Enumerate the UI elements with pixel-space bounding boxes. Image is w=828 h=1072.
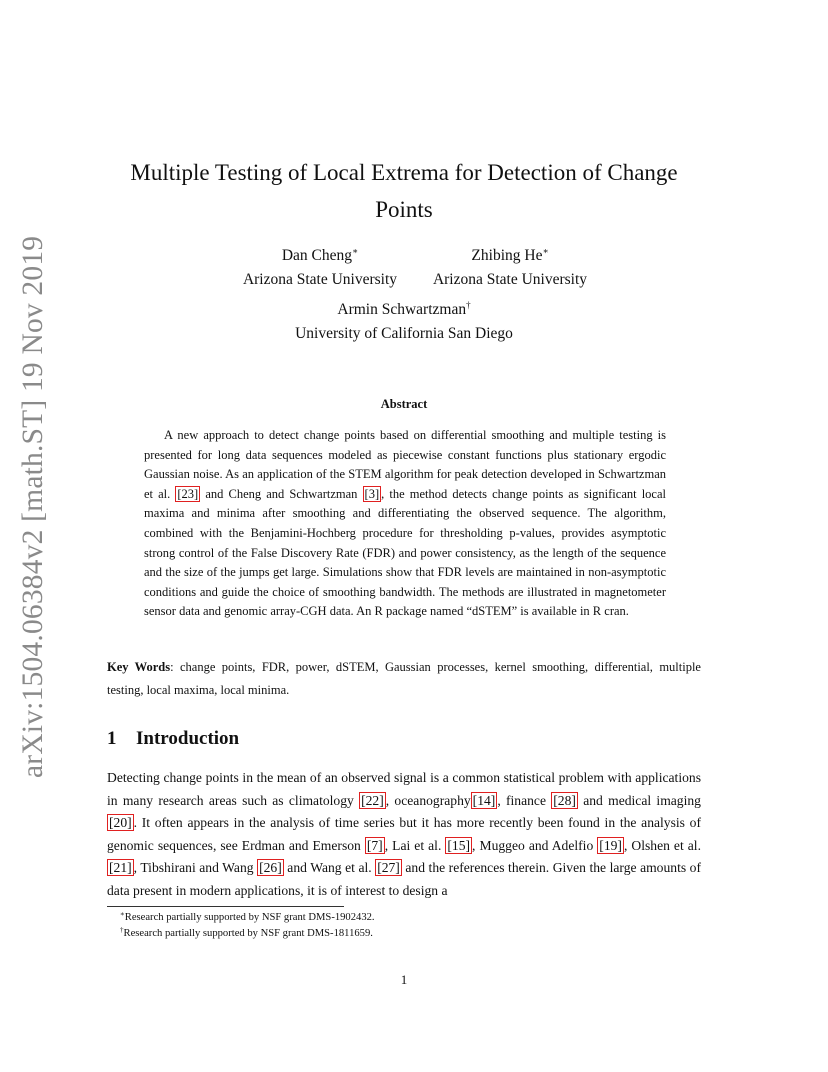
- author-block: [244, 298, 564, 346]
- citation-link[interactable]: [27]: [377, 860, 400, 875]
- intro-text: , Muggeo and Adelfio: [472, 837, 598, 853]
- section-number: 1: [107, 728, 117, 749]
- footnotes: [120, 910, 375, 942]
- paper-title: Multiple Testing of Local Extrema for Detection of Change Points: [130, 160, 678, 222]
- intro-text: Detecting change points in the mean of an observed signal is a common statistical problem with applications in many research areas such as climatology: [107, 770, 701, 808]
- footnote-rule: [107, 906, 344, 907]
- section-title: Introduction: [136, 728, 240, 749]
- abstract-paragraph: [144, 426, 666, 622]
- intro-text: , Lai et al.: [384, 837, 446, 853]
- author-name: Zhibing He: [471, 247, 543, 264]
- abstract-text: , the method detects change points as significant local maxima and minima after smoothing and differentiating the observed sequence. The algorithm, combined with the Benjamini-Hochberg procedure for thresholding p-values, provides asymptotic strong control of the False Discovery Rate (FDR) and power consistency, as the length of the sequence and the size of the jumps get large. Simulations show that FDR levels are maintained in non-asymptotic conditions and guide the choice of smoothing bandwidth. The methods are illustrated in magnetometer sensor data and genomic array-CGH data. An R package named “dSTEM” is available in R cran.: [144, 486, 666, 619]
- abstract-text: and Cheng and Schwartzman: [200, 486, 363, 501]
- author-name: Dan Cheng: [281, 247, 353, 264]
- page-number: 1: [400, 972, 408, 987]
- abstract-body: [144, 426, 666, 622]
- intro-text: , Tibshirani and Wang: [133, 860, 258, 875]
- citation-link[interactable]: [3]: [364, 486, 380, 501]
- intro-paragraph: [107, 767, 701, 902]
- citation-link[interactable]: [23]: [177, 486, 199, 501]
- author-affiliation: Arizona State University: [432, 271, 588, 288]
- intro-text: , Olshen et al.: [623, 837, 701, 853]
- arxiv-stamp: [10, 235, 56, 778]
- footnote-mark: ∗: [120, 910, 125, 918]
- citation-link[interactable]: [26]: [259, 860, 282, 875]
- intro-text: . It often appears in the analysis of time series but it has more recently been found in the analysis of genomic sequences, see Erdman and Emerson: [107, 815, 701, 853]
- citation-link[interactable]: [21]: [109, 860, 132, 875]
- intro-text: and medical imaging: [577, 792, 701, 808]
- citation-link[interactable]: [19]: [599, 837, 622, 853]
- arxiv-stamp-text: arXiv:1504.06384v2 [math.ST] 19 Nov 2019: [17, 235, 49, 778]
- keywords: [107, 656, 701, 702]
- author-mark: ∗: [352, 246, 359, 256]
- intro-text: , oceanography: [385, 792, 471, 808]
- section-heading: [107, 728, 239, 750]
- author-mark: †: [466, 300, 471, 310]
- footnote-mark: †: [120, 926, 124, 934]
- intro-text: and Wang et al.: [283, 860, 376, 875]
- keywords-label: Key Words: [107, 660, 171, 674]
- citation-link[interactable]: [22]: [361, 792, 384, 808]
- author-name: Armin Schwartzman: [337, 301, 467, 318]
- abstract-heading: Abstract: [380, 397, 428, 411]
- author-block: [400, 244, 620, 292]
- citation-link[interactable]: [14]: [472, 792, 496, 808]
- keywords-text: : change points, FDR, power, dSTEM, Gaussian processes, kernel smoothing, differential, multiple testing, local maxima, local minima.: [107, 660, 701, 697]
- citation-link[interactable]: [15]: [447, 837, 471, 853]
- intro-body: [107, 767, 701, 902]
- footnote-text: Research partially supported by NSF grant DMS-1902432.: [124, 912, 375, 923]
- abstract-text: A new approach to detect change points based on differential smoothing and multiple testing is presented for long data sequences modeled as piecewise constant functions plus stationary ergodic Gaussian noise. As an application of the STEM algorithm for peak detection developed in Schwartzman et al.: [144, 428, 666, 501]
- footnote: [120, 910, 375, 926]
- citation-link[interactable]: [7]: [366, 837, 383, 853]
- footnote: [120, 926, 375, 942]
- intro-text: , finance: [497, 792, 552, 808]
- author-mark: ∗: [542, 246, 549, 256]
- intro-text: and the references therein. Given the large amounts of data present in modern applications, it is of interest to design a: [107, 860, 701, 898]
- footnote-text: Research partially supported by NSF grant DMS-1811659.: [123, 928, 373, 939]
- author-affiliation: University of California San Diego: [295, 325, 513, 342]
- citation-link[interactable]: [20]: [109, 815, 132, 830]
- citation-link[interactable]: [28]: [553, 792, 576, 808]
- author-affiliation: Arizona State University: [242, 271, 398, 288]
